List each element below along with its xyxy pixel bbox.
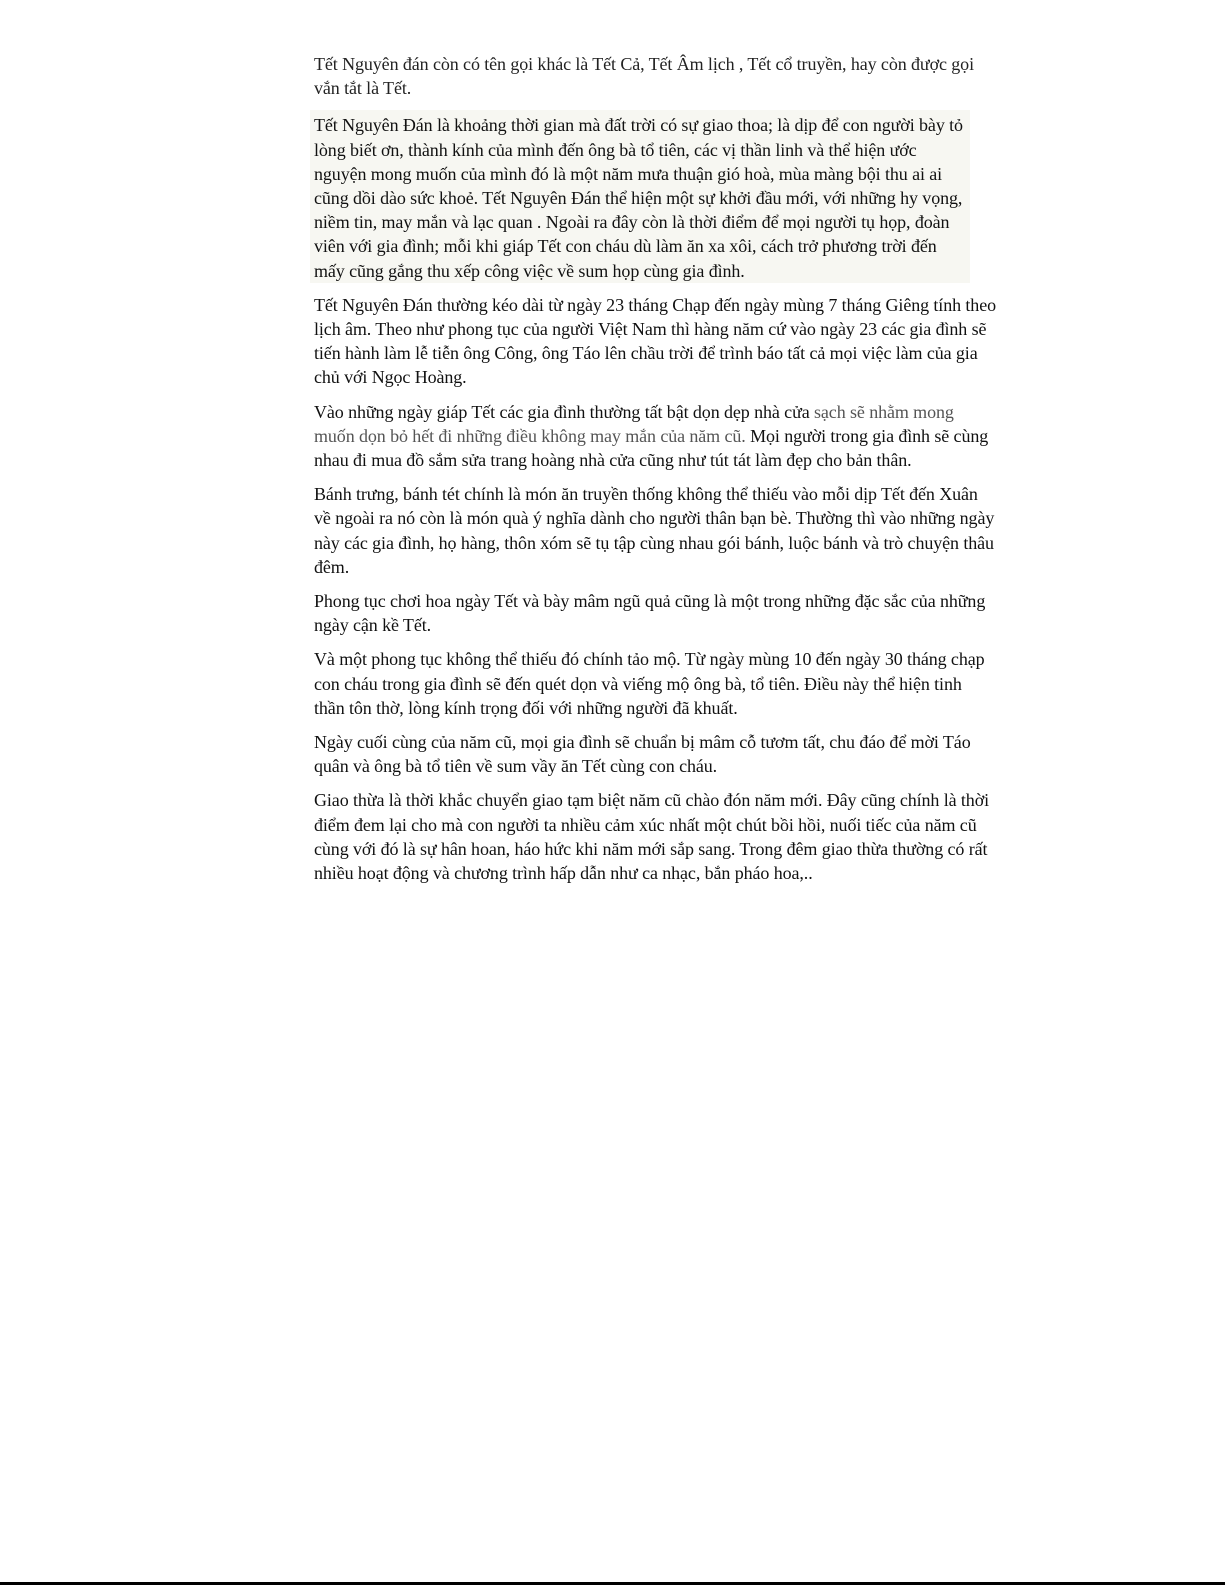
- document-body: [314, 52, 996, 895]
- paragraph-house-cleaning-end: Mọi người trong gia đình sẽ cùng nhau đi mua đồ sắm sửa trang hoàng nhà cửa cũng như tút tát làm đẹp cho bản thân.: [314, 425, 989, 471]
- paragraph-house-cleaning-start: Vào những ngày giáp Tết các gia đình thường tất bật dọn dẹp nhà cửa: [314, 401, 815, 422]
- paragraph-new-year-eve: Giao thừa là thời khắc chuyển giao tạm biệt năm cũ chào đón năm mới. Đây cũng chính là thời điểm đem lại cho mà con người ta nhiều cảm xúc nhất một chút bồi hồi, nuối tiếc của năm cũ cùng với đó là sự hân hoan, háo hức khi năm mới sắp sang. Trong đêm giao thừa thường có rất nhiều hoạt động và chương trình hấp dẫn như ca nhạc, bắn pháo hoa,..: [314, 790, 990, 884]
- paragraph-house-cleaning-highlight: sạch sẽ nhằm mong muốn dọn bỏ hết đi những điều không may mắn của năm cũ.: [314, 401, 954, 446]
- paragraph-grave-visiting: Và một phong tục không thể thiếu đó chính tảo mộ. Từ ngày mùng 10 đến ngày 30 tháng chạp con cháu trong gia đình sẽ đến quét dọn và viếng mộ ông bà, tổ tiên. Điều này thể hiện tinh thần tôn thờ, lòng kính trọng đối với những người đã khuất.: [314, 649, 985, 718]
- paragraph-tet-duration: Tết Nguyên Đán thường kéo dài từ ngày 23 tháng Chạp đến ngày mùng 7 tháng Giêng tính theo lịch âm. Theo như phong tục của người Việt Nam thì hàng năm cứ vào ngày 23 các gia đình sẽ tiến hành làm lễ tiễn ông Công, ông Táo lên chầu trời để trình báo tất cả mọi việc làm của gia chủ với Ngọc Hoàng.: [314, 294, 997, 388]
- paragraph-last-day: Ngày cuối cùng của năm cũ, mọi gia đình sẽ chuẩn bị mâm cỗ tươm tất, chu đáo để mời Táo quân và ông bà tổ tiên về sum vầy ăn Tết cùng con cháu.: [314, 732, 971, 777]
- paragraph-house-cleaning: [314, 400, 996, 473]
- paragraph-banh-chung: Bánh trưng, bánh tét chính là món ăn truyền thống không thể thiếu vào mỗi dịp Tết đến Xuân về ngoài ra nó còn là món quà ý nghĩa dành cho người thân bạn bè. Thường thì vào những ngày này các gia đình, họ hàng, thôn xóm sẽ tụ tập cùng nhau gói bánh, luộc bánh và trò chuyện thâu đêm.: [314, 484, 995, 577]
- paragraph-flowers-fruit: Phong tục chơi hoa ngày Tết và bày mâm ngũ quả cũng là một trong những đặc sắc của những ngày cận kề Tết.: [314, 591, 986, 636]
- paragraph-tet-names: Tết Nguyên đán còn có tên gọi khác là Tết Cả, Tết Âm lịch , Tết cổ truyền, hay còn được gọi vắn tắt là Tết.: [314, 54, 974, 99]
- paragraph-tet-meaning: Tết Nguyên Đán là khoảng thời gian mà đất trời có sự giao thoa; là dịp để con người bày tỏ lòng biết ơn, thành kính của mình đến ông bà tổ tiên, các vị thần linh và thể hiện ước nguyện mong muốn của mình đó là một năm mưa thuận gió hoà, mùa màng bội thu ai ai cũng dồi dào sức khoẻ. Tết Nguyên Đán thể hiện một sự khởi đầu mới, với những hy vọng, niềm tin, may mắn và lạc quan . Ngoài ra đây còn là thời điểm để mọi người tụ họp, đoàn viên với gia đình; mỗi khi giáp Tết con cháu dù làm ăn xa xôi, cách trở phương trời đến mấy cũng gắng thu xếp công việc về sum họp cùng gia đình.: [310, 110, 970, 282]
